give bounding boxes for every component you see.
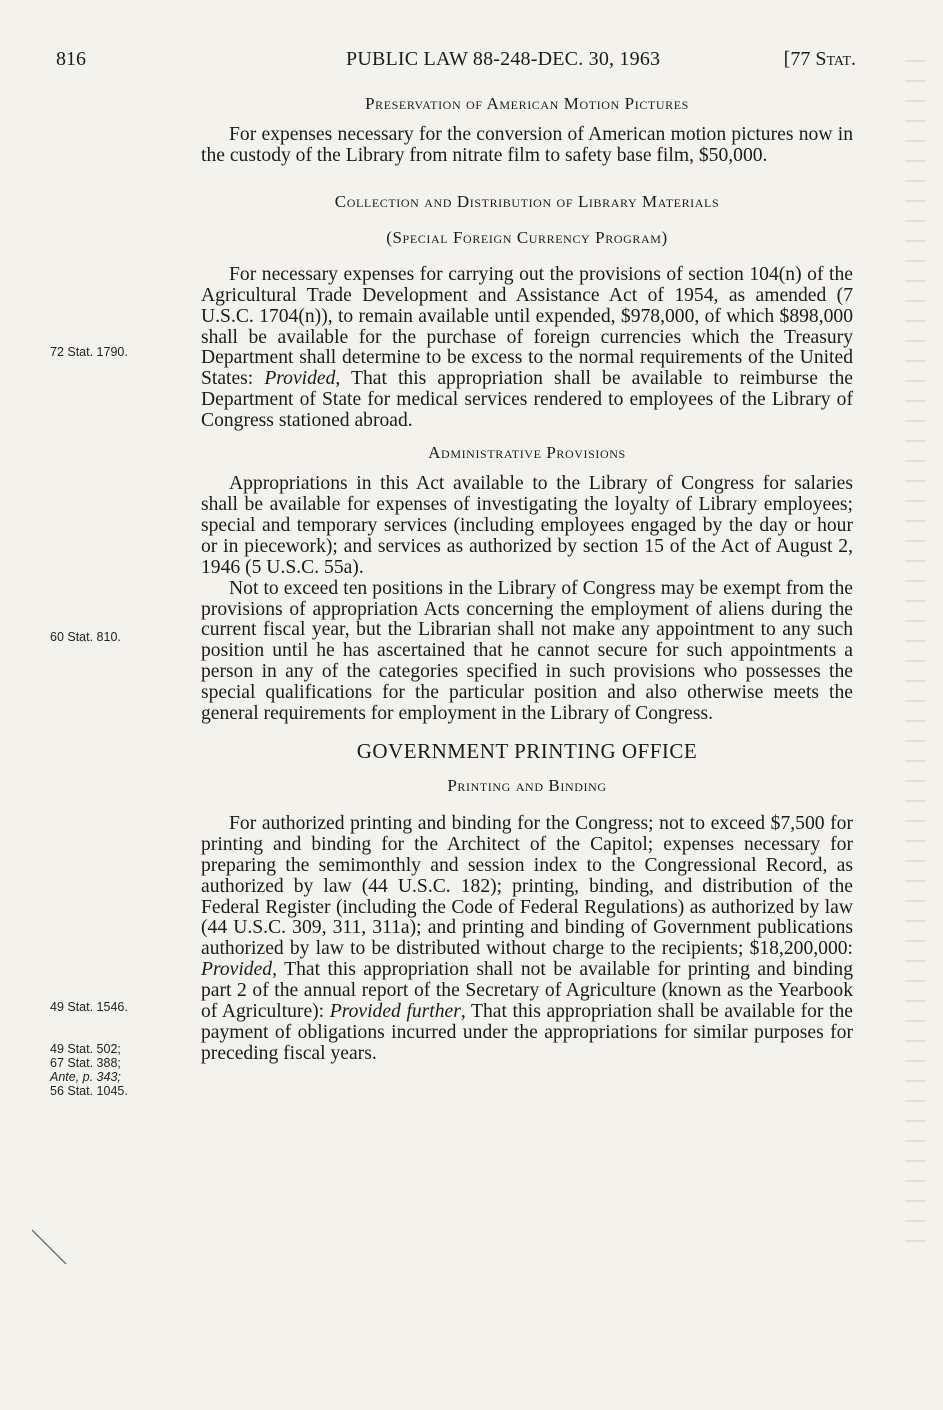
page-number: 816 xyxy=(56,48,86,70)
paragraph-administrative-1: Appropriations in this Act available to the Library of Congress for salaries shall be available for expenses of investigating the loyalty of Library employees; special and temporary services (including employees engaged by the day or hour or in piecework); and services as authorized by section 15 of the Act of August 2, 1946 (5 U.S.C. 55a). xyxy=(201,473,853,578)
section-heading-motion-pictures: Preservation of American Motion Pictures xyxy=(365,94,689,113)
section-heading-gpo: GOVERNMENT PRINTING OFFICE xyxy=(356,738,698,763)
section-heading-administrative: Administrative Provisions xyxy=(428,443,626,463)
paragraph-printing-text-1: For authorized printing and binding for the Congress; not to exceed $7,500 for printing and binding for the Architect of the Capitol; expenses necessary for preparing the semimonthly and session index to the Congressional Record, as authorized by law (44 U.S.C. 182); printing, binding, and distribution of the Federal Register (including the Code of Federal Regulations) as authorized by law (44 U.S.C. 309, 311, 311a); and printing and binding of Government publications authorized by law to be distributed without charge to the recipients; $18,200,000: xyxy=(201,812,853,960)
bleed-through-texture xyxy=(905,60,925,1260)
volume-reference-word: Stat. xyxy=(815,48,856,70)
margin-note-line: 56 Stat. 1045. xyxy=(50,1084,128,1098)
provided-further-keyword: Provided further xyxy=(329,1001,461,1023)
paragraph-printing-text-2: , That this appropriation shall not be available for printing and binding part 2 of the annual report of the Secretary of Agriculture (known as the Yearbook of Agriculture): xyxy=(201,959,853,1023)
paragraph-printing-binding xyxy=(201,814,853,1065)
provided-keyword: Provided xyxy=(201,959,273,981)
subheading-printing-binding: Printing and Binding xyxy=(447,775,607,795)
running-head xyxy=(56,48,856,78)
margin-note-60-stat xyxy=(50,630,190,644)
margin-note-text: 72 Stat. 1790. xyxy=(50,345,128,359)
paragraph-motion-pictures: For expenses necessary for the conversion of American motion pictures now in the custody of the Library from nitrate film to safety base film, $50,000. xyxy=(201,124,853,166)
volume-reference xyxy=(784,48,856,71)
margin-note-72-stat xyxy=(50,345,190,359)
paragraph-administrative-2: Not to exceed ten positions in the Library of Congress may be exempt from the provisions of appropriation Acts concerning the employment of aliens during the current fiscal year, but the Librarian shall not make any appointment to any such position until he has ascertained that he cannot secure for such appointments a person in any of the categories specified in such provisions who possesses the special qualifications for the particular position and also otherwise meets the general requirements for employment in the Library of Congress. xyxy=(201,577,853,725)
subheading-special-foreign-currency: (Special Foreign Currency Program) xyxy=(386,227,668,247)
paragraph-printing-text-3: , That this appropriation shall be available for the payment of obligations incurred under the appropriations for similar purposes for preceding fiscal years. xyxy=(201,1001,853,1064)
margin-note-statute-list xyxy=(50,1042,190,1098)
margin-note-text: 49 Stat. 1546. xyxy=(50,1000,128,1014)
provided-keyword: Provided xyxy=(264,368,336,390)
margin-note-text: 60 Stat. 810. xyxy=(50,630,121,644)
paragraph-collection-text-2: , That this appropriation shall be available to reimburse the Department of State for medical services rendered to employees of the Library of Congress stationed abroad. xyxy=(201,368,853,432)
margin-note-line: 49 Stat. 502; xyxy=(50,1042,121,1056)
law-title: PUBLIC LAW 88-248-DEC. 30, 1963 xyxy=(346,48,661,70)
paragraph-collection xyxy=(201,265,853,432)
scan-mark-icon xyxy=(30,1228,70,1268)
margin-note-line: 67 Stat. 388; xyxy=(50,1056,121,1070)
main-text xyxy=(201,94,853,1065)
margin-note-49-stat-1546 xyxy=(50,1000,190,1014)
paragraph-collection-text-1: For necessary expenses for carrying out the provisions of section 104(n) of the Agricultural Trade Development and Assistance Act of 1954, as amended (7 U.S.C. 1704(n)), to remain available until expended, $978,000, of which $898,000 shall be available for the purchase of foreign currencies which the Treasury Department shall determine to be excess to the normal requirements of the United States: xyxy=(201,263,853,390)
section-heading-collection: Collection and Distribution of Library Materials xyxy=(334,191,720,211)
volume-reference-number: [77 xyxy=(783,48,811,70)
margin-note-line: Ante, p. 343; xyxy=(50,1070,121,1084)
